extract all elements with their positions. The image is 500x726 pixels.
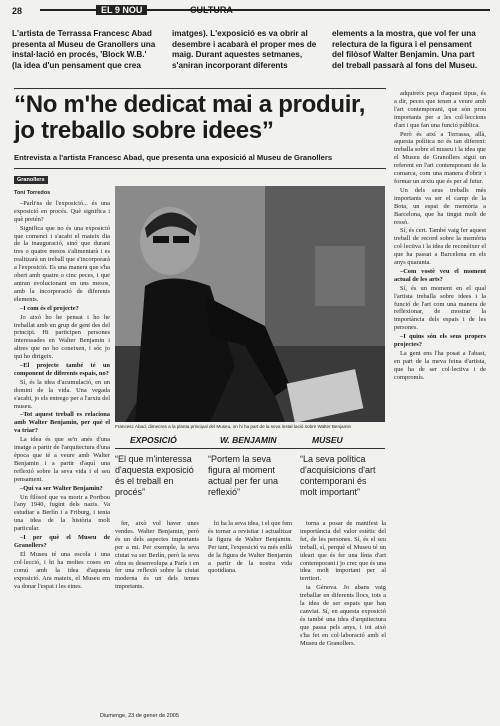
right-column xyxy=(394,90,486,710)
publication-name: EL 9 NOU xyxy=(96,5,147,15)
left-column xyxy=(14,190,110,710)
bottom-column-3 xyxy=(300,520,386,708)
section-name: CULTURA xyxy=(190,5,233,15)
quote-label-exposicio: EXPOSICIÓ xyxy=(130,435,177,445)
bottom-column-1 xyxy=(115,520,199,708)
intro-paragraph: L'artista de Terrassa Francesc Abad presenta al Museu de Granollers una instal·lació en procés, 'Block W.B.' (la idea d'un pensament que crea imatges). L'exposició es va obrir al desembre i acabarà el proper mes de maig. Durant aquestes setmanes, s'aniran incorporant diferents elements a la mostra, que vol fer una relectura de la figura i el pensament del filòsof Walter Benjamin. Una part del treball passarà al fons del Museu. xyxy=(12,29,478,70)
headline-rule-bottom xyxy=(14,168,386,169)
headline: “No m'he dedicat mai a produir, jo treballo sobre idees” xyxy=(14,91,366,144)
paragraph: –Parli'ns de l'exposició... és una exposició en procés. Què significa i què pretén? xyxy=(14,199,110,223)
question: –I com és el projecte? xyxy=(20,304,79,312)
question: –Qui va ser Walter Benjamin? xyxy=(20,484,103,492)
paragraph: Significa que no és una exposició que comenci i s'acabi el mateix dia de la inauguració, sinó que durant tres o quatre mesos s'alimentarà i es realitzarà un treball que s'incorporarà a l'exposició. Es una manera que s'ha obert amb quatre o cinc peces, i que aniran evolucionant en uns mesos, amb la incorporació de diferents elements. xyxy=(14,224,110,303)
page-header xyxy=(12,6,490,20)
paragraph: fer, això vol haver unes vendes. Walter Benjamin, però és un dels aspectes importants per a mi. Per exemple, la seva ciutat va ser Berlín, però la seva obra es desenvolupa a París i en fer una reflexió sobre la ciutat moderna és un dels temes importants. xyxy=(115,520,199,591)
question: –I per què el Museu de Granollers? xyxy=(14,534,110,549)
artist-photo xyxy=(115,186,385,422)
paragraph: Jo això ho he pensat i ho he treballat amb un grup de gent des del principi. Hi participen persones interessades en Walter Benjamin i altres que no ho coneixen, i sóc jo qui ho dirigeix. xyxy=(14,313,110,361)
pull-quote-2: “Portem la seva figura al moment actual per fer una reflexió” xyxy=(208,454,279,497)
paragraph: La gent ens l'ha posat a l'abast, en part de la meva feina d'artista, que ha de ser col·lectiva i de compromís. xyxy=(394,350,486,381)
photo-caption: Francesc Abad, dimecres a la planta principal del Museu, on hi ha part de la seva instal·lació sobre Walter Benjamin xyxy=(115,424,352,429)
paragraph: adquireix peça d'aquest tipus, és a dir, peces que tenen a veure amb l'art contemporani, que són prou importants per a les col·leccions d'art i que fan una funció pública. xyxy=(394,90,486,129)
paragraph: Sí, és un moment en el qual l'artista treballa sobre idees i la funció de l'art com una manera de reflexionar, de mostrar la importància dels espais i de les persones. xyxy=(394,284,486,332)
paragraph: torna a posar de manifest la importància del valor estètic del fet, de les persones. Sí, és el seu treball, sí, perquè el Museu té un ideari que és fer una línia d'art contemporani i jo crec que és una idea molt important per al territori. xyxy=(300,520,386,583)
paragraph: Sí, és cert. També vaig fer aquest treball de record sobre la memòria col·lectiva i la idea de reconèixer el que ha passat a Barcelona en els anys quaranta. xyxy=(394,227,486,267)
subheadline: Entrevista a l'artista Francesc Abad, que presenta una exposició al Museu de Granollers xyxy=(14,153,333,162)
byline: Toni Torredos xyxy=(14,190,51,196)
paragraph: ta Gènova. Jo abans vaig treballar en diferents llocs, tots a la idea de ser espais que han canviat. Sí, en aquesta exposició és també una idea d'arquitectura que passa pels anys, i tot això s'ha fet en col·laboració amb el Museu de Granollers. xyxy=(300,584,386,647)
footer-date: Diumenge, 23 de gener de 2005 xyxy=(100,713,179,719)
question: –Com vostè veu el moment actual de les arts? xyxy=(394,267,486,283)
quote-label-benjamin: W. BENJAMIN xyxy=(220,435,277,445)
pull-quote-1: “El que m'interessa d'aquesta exposició és el treball en procés” xyxy=(115,454,194,497)
pull-quote-3: “La seva política d'acquisicions d'art contemporani és molt important” xyxy=(300,454,376,497)
bottom-column-2 xyxy=(208,520,292,708)
paragraph: Sí, és la idea d'acumulació, en un domini de la vida. Una vegada s'acabi, jo els entrego per a l'arxiu del museu. xyxy=(14,378,110,410)
paragraph: La idea és que se'n anés d'una imatge a partir de l'arquitectura d'una època que té a veure amb Walter Benjamin i a partir d'aquí una reflexió sobre la seva vida i el seu pensament. xyxy=(14,436,110,483)
paragraph: Però és així a Terrassa, allà, aquesta política no és tan diferent: treballa sobre el museu i la idea que el Museu de Granollers sigui un referent en l'art contemporani de la comarca, com una manera d'obrir i formar un arxiu que és per al futur. xyxy=(394,130,486,185)
question: –Tot aquest treball es relaciona amb Walter Benjamin, per què el va triar? xyxy=(14,411,110,435)
quote-rule xyxy=(115,448,385,449)
headline-rule-top xyxy=(14,88,386,89)
section-tag: Granollers xyxy=(14,176,48,184)
paragraph: El Museu té una escola i una col·lecció, i hi ha moltes coses en comú amb la idea d'aquesta exposició. Ara mateix, el Museu em va donar l'espai i les eines. xyxy=(14,550,110,590)
question: –I quins són els seus propers projectes? xyxy=(394,333,486,349)
page-number: 28 xyxy=(12,6,23,16)
paragraph: hi ha la seva idea, i el que fem és tornar a revisitar i actualitzar la figura de Walter Benjamin. Per tant, l'exposició va més enllà de la figura de Walter Benjamin a partir de la nostra vida quotidiana. xyxy=(208,520,292,575)
paragraph: Un dels seus treballs més importants va ser el camp de la Bota, un espai de memòria a Barcelona, que ha tingut molt de ressò. xyxy=(394,186,486,226)
artist-photo-image xyxy=(115,186,385,422)
paragraph: Un filòsof que va morir a Portbou l'any 1940, fugint dels nazis. Va estudiar a Berlín i a Friburg, i tenia una idea de la història molt particular. xyxy=(14,493,110,533)
quote-label-museu: MUSEU xyxy=(312,435,343,445)
question: –El projecte també té un component de diferents espais, no? xyxy=(14,362,110,377)
